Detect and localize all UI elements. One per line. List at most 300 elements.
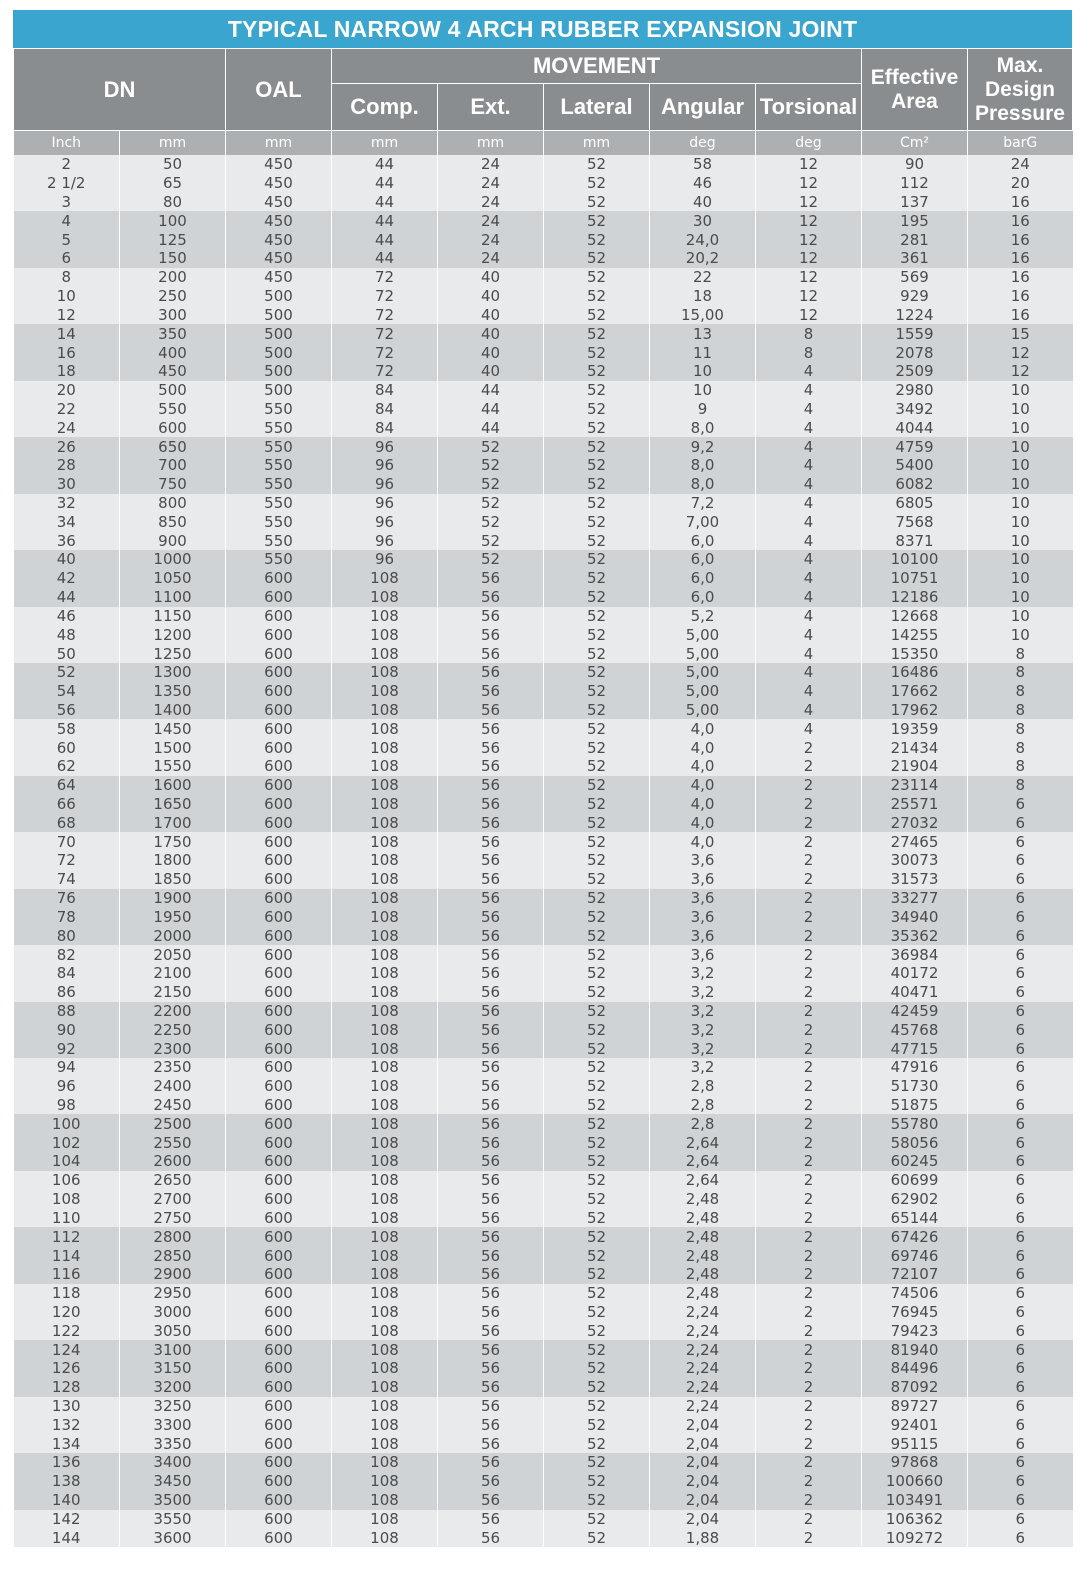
cell-angular: 7,2: [650, 494, 756, 513]
cell-comp: 108: [332, 870, 438, 889]
cell-dn-mm: 200: [120, 268, 226, 287]
cell-ext: 56: [438, 1171, 544, 1190]
cell-torsional: 12: [756, 306, 862, 325]
cell-effective-area: 87092: [862, 1378, 968, 1397]
table-row: [14, 1303, 1073, 1322]
cell-angular: 8,0: [650, 475, 756, 494]
cell-ext: 56: [438, 1020, 544, 1039]
cell-dn-inch: 20: [14, 381, 120, 400]
cell-lateral: 52: [544, 607, 650, 626]
cell-comp: 108: [332, 1246, 438, 1265]
cell-comp: 108: [332, 625, 438, 644]
cell-angular: 3,2: [650, 1058, 756, 1077]
cell-max-pressure: 10: [968, 531, 1073, 550]
cell-ext: 40: [438, 343, 544, 362]
cell-ext: 56: [438, 738, 544, 757]
cell-comp: 96: [332, 456, 438, 475]
cell-ext: 56: [438, 776, 544, 795]
cell-torsional: 2: [756, 964, 862, 983]
cell-comp: 108: [332, 719, 438, 738]
table-row: [14, 1114, 1073, 1133]
cell-torsional: 4: [756, 644, 862, 663]
cell-torsional: 2: [756, 1058, 862, 1077]
cell-angular: 11: [650, 343, 756, 362]
cell-angular: 2,64: [650, 1152, 756, 1171]
cell-dn-mm: 50: [120, 155, 226, 174]
cell-dn-mm: 2500: [120, 1114, 226, 1133]
cell-effective-area: 65144: [862, 1209, 968, 1228]
cell-oal: 600: [226, 945, 332, 964]
cell-dn-mm: 1450: [120, 719, 226, 738]
cell-lateral: 52: [544, 456, 650, 475]
cell-dn-inch: 96: [14, 1077, 120, 1096]
cell-max-pressure: 6: [968, 1190, 1073, 1209]
cell-comp: 108: [332, 964, 438, 983]
header-lateral: Lateral: [544, 84, 650, 131]
cell-ext: 56: [438, 1209, 544, 1228]
cell-angular: 2,04: [650, 1453, 756, 1472]
cell-torsional: 2: [756, 1340, 862, 1359]
cell-max-pressure: 6: [968, 795, 1073, 814]
cell-oal: 600: [226, 908, 332, 927]
cell-ext: 56: [438, 1114, 544, 1133]
cell-torsional: 2: [756, 1415, 862, 1434]
cell-angular: 5,00: [650, 625, 756, 644]
cell-dn-inch: 118: [14, 1284, 120, 1303]
cell-max-pressure: 6: [968, 870, 1073, 889]
cell-comp: 96: [332, 550, 438, 569]
cell-effective-area: 569: [862, 268, 968, 287]
cell-dn-inch: 110: [14, 1209, 120, 1228]
cell-dn-inch: 34: [14, 512, 120, 531]
cell-angular: 2,04: [650, 1510, 756, 1529]
cell-effective-area: 2078: [862, 343, 968, 362]
cell-ext: 56: [438, 1284, 544, 1303]
cell-oal: 550: [226, 550, 332, 569]
cell-max-pressure: 12: [968, 343, 1073, 362]
cell-angular: 3,6: [650, 889, 756, 908]
cell-comp: 108: [332, 1340, 438, 1359]
cell-max-pressure: 12: [968, 362, 1073, 381]
table-row: [14, 1472, 1073, 1491]
cell-lateral: 52: [544, 569, 650, 588]
cell-torsional: 4: [756, 400, 862, 419]
cell-dn-inch: 138: [14, 1472, 120, 1491]
cell-torsional: 2: [756, 945, 862, 964]
table-row: [14, 757, 1073, 776]
table-row: [14, 494, 1073, 513]
cell-effective-area: 60245: [862, 1152, 968, 1171]
cell-max-pressure: 6: [968, 1359, 1073, 1378]
cell-torsional: 2: [756, 1434, 862, 1453]
cell-dn-inch: 12: [14, 306, 120, 325]
cell-ext: 56: [438, 1265, 544, 1284]
cell-oal: 600: [226, 663, 332, 682]
table-row: [14, 1152, 1073, 1171]
cell-lateral: 52: [544, 945, 650, 964]
cell-torsional: 2: [756, 870, 862, 889]
cell-lateral: 52: [544, 1077, 650, 1096]
cell-max-pressure: 10: [968, 512, 1073, 531]
cell-dn-mm: 3050: [120, 1321, 226, 1340]
cell-max-pressure: 8: [968, 757, 1073, 776]
cell-lateral: 52: [544, 362, 650, 381]
cell-lateral: 52: [544, 324, 650, 343]
cell-effective-area: 97868: [862, 1453, 968, 1472]
cell-angular: 7,00: [650, 512, 756, 531]
cell-max-pressure: 6: [968, 1265, 1073, 1284]
cell-angular: 40: [650, 193, 756, 212]
cell-effective-area: 361: [862, 249, 968, 268]
cell-lateral: 52: [544, 550, 650, 569]
cell-effective-area: 7568: [862, 512, 968, 531]
table-row: [14, 1227, 1073, 1246]
cell-max-pressure: 6: [968, 1020, 1073, 1039]
cell-dn-inch: 144: [14, 1528, 120, 1547]
cell-ext: 56: [438, 1510, 544, 1529]
cell-torsional: 4: [756, 512, 862, 531]
cell-dn-inch: 40: [14, 550, 120, 569]
cell-dn-mm: 1250: [120, 644, 226, 663]
cell-effective-area: 10751: [862, 569, 968, 588]
cell-comp: 96: [332, 475, 438, 494]
cell-dn-inch: 8: [14, 268, 120, 287]
cell-effective-area: 15350: [862, 644, 968, 663]
cell-effective-area: 92401: [862, 1415, 968, 1434]
cell-oal: 600: [226, 1058, 332, 1077]
cell-max-pressure: 8: [968, 682, 1073, 701]
cell-comp: 108: [332, 1171, 438, 1190]
cell-angular: 22: [650, 268, 756, 287]
cell-oal: 500: [226, 362, 332, 381]
table-row: [14, 437, 1073, 456]
header-torsional: Torsional: [756, 84, 862, 131]
cell-max-pressure: 10: [968, 418, 1073, 437]
cell-angular: 3,6: [650, 908, 756, 927]
table-row: [14, 400, 1073, 419]
cell-lateral: 52: [544, 1528, 650, 1547]
cell-oal: 450: [226, 174, 332, 193]
cell-max-pressure: 6: [968, 1510, 1073, 1529]
cell-effective-area: 51875: [862, 1096, 968, 1115]
cell-dn-mm: 1000: [120, 550, 226, 569]
cell-comp: 108: [332, 1491, 438, 1510]
cell-comp: 108: [332, 1227, 438, 1246]
cell-dn-inch: 124: [14, 1340, 120, 1359]
cell-torsional: 4: [756, 437, 862, 456]
cell-angular: 5,00: [650, 682, 756, 701]
cell-dn-inch: 82: [14, 945, 120, 964]
cell-torsional: 2: [756, 926, 862, 945]
cell-dn-mm: 250: [120, 287, 226, 306]
cell-effective-area: 100660: [862, 1472, 968, 1491]
cell-effective-area: 51730: [862, 1077, 968, 1096]
cell-dn-mm: 3400: [120, 1453, 226, 1472]
cell-oal: 600: [226, 851, 332, 870]
table-row: [14, 1096, 1073, 1115]
cell-ext: 44: [438, 381, 544, 400]
cell-effective-area: 929: [862, 287, 968, 306]
cell-ext: 56: [438, 1453, 544, 1472]
cell-effective-area: 81940: [862, 1340, 968, 1359]
cell-dn-inch: 3: [14, 193, 120, 212]
cell-comp: 108: [332, 1039, 438, 1058]
table-row: [14, 1528, 1073, 1547]
cell-dn-inch: 66: [14, 795, 120, 814]
cell-effective-area: 84496: [862, 1359, 968, 1378]
table-row: [14, 1415, 1073, 1434]
table-row: [14, 343, 1073, 362]
cell-effective-area: 60699: [862, 1171, 968, 1190]
cell-oal: 500: [226, 324, 332, 343]
cell-comp: 108: [332, 1002, 438, 1021]
cell-ext: 56: [438, 719, 544, 738]
cell-oal: 600: [226, 1528, 332, 1547]
cell-ext: 56: [438, 663, 544, 682]
table-row: [14, 1491, 1073, 1510]
table-row: [14, 1453, 1073, 1472]
cell-dn-mm: 2350: [120, 1058, 226, 1077]
cell-dn-mm: 2150: [120, 983, 226, 1002]
cell-lateral: 52: [544, 400, 650, 419]
cell-effective-area: 90: [862, 155, 968, 174]
cell-dn-inch: 90: [14, 1020, 120, 1039]
cell-comp: 108: [332, 889, 438, 908]
cell-effective-area: 2509: [862, 362, 968, 381]
cell-torsional: 2: [756, 983, 862, 1002]
cell-torsional: 2: [756, 1171, 862, 1190]
table-row: [14, 1190, 1073, 1209]
cell-dn-mm: 3450: [120, 1472, 226, 1491]
cell-ext: 56: [438, 1246, 544, 1265]
cell-oal: 600: [226, 832, 332, 851]
cell-dn-mm: 100: [120, 211, 226, 230]
cell-torsional: 2: [756, 832, 862, 851]
cell-lateral: 52: [544, 193, 650, 212]
cell-effective-area: 1224: [862, 306, 968, 325]
cell-max-pressure: 16: [968, 287, 1073, 306]
cell-effective-area: 21434: [862, 738, 968, 757]
table-row: [14, 381, 1073, 400]
cell-dn-mm: 1550: [120, 757, 226, 776]
cell-dn-mm: 2400: [120, 1077, 226, 1096]
cell-dn-mm: 500: [120, 381, 226, 400]
cell-dn-inch: 32: [14, 494, 120, 513]
cell-dn-mm: 1400: [120, 701, 226, 720]
cell-dn-inch: 140: [14, 1491, 120, 1510]
cell-lateral: 52: [544, 813, 650, 832]
cell-comp: 108: [332, 588, 438, 607]
cell-max-pressure: 10: [968, 381, 1073, 400]
cell-dn-mm: 3250: [120, 1397, 226, 1416]
cell-comp: 108: [332, 1359, 438, 1378]
cell-effective-area: 72107: [862, 1265, 968, 1284]
cell-effective-area: 4044: [862, 418, 968, 437]
unit-cell: mm: [120, 131, 226, 156]
cell-max-pressure: 10: [968, 569, 1073, 588]
table-row: [14, 1020, 1073, 1039]
cell-torsional: 4: [756, 607, 862, 626]
cell-ext: 52: [438, 456, 544, 475]
cell-oal: 600: [226, 795, 332, 814]
cell-max-pressure: 6: [968, 908, 1073, 927]
cell-max-pressure: 6: [968, 1096, 1073, 1115]
cell-dn-inch: 92: [14, 1039, 120, 1058]
header-dn: DN: [14, 49, 226, 131]
unit-cell: Inch: [14, 131, 120, 156]
cell-angular: 2,04: [650, 1472, 756, 1491]
cell-dn-inch: 62: [14, 757, 120, 776]
table-row: [14, 1359, 1073, 1378]
cell-ext: 56: [438, 569, 544, 588]
spec-table: [13, 48, 1073, 1547]
cell-torsional: 2: [756, 1510, 862, 1529]
cell-angular: 58: [650, 155, 756, 174]
cell-dn-mm: 2000: [120, 926, 226, 945]
cell-angular: 8,0: [650, 418, 756, 437]
cell-max-pressure: 6: [968, 1415, 1073, 1434]
cell-dn-inch: 30: [14, 475, 120, 494]
cell-comp: 108: [332, 1378, 438, 1397]
cell-effective-area: 30073: [862, 851, 968, 870]
cell-max-pressure: 6: [968, 1434, 1073, 1453]
cell-lateral: 52: [544, 211, 650, 230]
cell-max-pressure: 6: [968, 813, 1073, 832]
cell-oal: 550: [226, 437, 332, 456]
cell-comp: 44: [332, 230, 438, 249]
table-row: [14, 193, 1073, 212]
cell-dn-inch: 86: [14, 983, 120, 1002]
cell-lateral: 52: [544, 418, 650, 437]
cell-angular: 2,04: [650, 1415, 756, 1434]
cell-angular: 6,0: [650, 531, 756, 550]
cell-angular: 15,00: [650, 306, 756, 325]
cell-effective-area: 281: [862, 230, 968, 249]
cell-ext: 56: [438, 889, 544, 908]
cell-lateral: 52: [544, 230, 650, 249]
table-row: [14, 663, 1073, 682]
cell-angular: 2,64: [650, 1133, 756, 1152]
table-row: [14, 832, 1073, 851]
cell-torsional: 2: [756, 1152, 862, 1171]
cell-lateral: 52: [544, 776, 650, 795]
cell-oal: 450: [226, 211, 332, 230]
cell-angular: 6,0: [650, 588, 756, 607]
unit-cell: mm: [226, 131, 332, 156]
cell-torsional: 2: [756, 889, 862, 908]
cell-ext: 56: [438, 1077, 544, 1096]
cell-lateral: 52: [544, 795, 650, 814]
cell-comp: 72: [332, 324, 438, 343]
cell-effective-area: 12668: [862, 607, 968, 626]
cell-comp: 108: [332, 569, 438, 588]
cell-ext: 56: [438, 588, 544, 607]
cell-comp: 108: [332, 701, 438, 720]
cell-torsional: 4: [756, 588, 862, 607]
unit-cell: Cm²: [862, 131, 968, 156]
table-row: [14, 607, 1073, 626]
table-row: [14, 550, 1073, 569]
cell-lateral: 52: [544, 1039, 650, 1058]
cell-oal: 600: [226, 719, 332, 738]
cell-dn-mm: 450: [120, 362, 226, 381]
cell-dn-mm: 3100: [120, 1340, 226, 1359]
cell-ext: 56: [438, 625, 544, 644]
cell-comp: 44: [332, 249, 438, 268]
cell-angular: 10: [650, 381, 756, 400]
cell-dn-mm: 1500: [120, 738, 226, 757]
cell-torsional: 4: [756, 550, 862, 569]
cell-dn-inch: 116: [14, 1265, 120, 1284]
cell-effective-area: 16486: [862, 663, 968, 682]
cell-ext: 56: [438, 1491, 544, 1510]
cell-torsional: 2: [756, 1303, 862, 1322]
cell-ext: 56: [438, 1340, 544, 1359]
cell-ext: 56: [438, 1152, 544, 1171]
cell-comp: 108: [332, 1209, 438, 1228]
cell-oal: 600: [226, 1246, 332, 1265]
cell-ext: 44: [438, 418, 544, 437]
cell-effective-area: 27465: [862, 832, 968, 851]
cell-oal: 600: [226, 1152, 332, 1171]
table-row: [14, 1510, 1073, 1529]
cell-comp: 108: [332, 1415, 438, 1434]
cell-ext: 56: [438, 1303, 544, 1322]
cell-max-pressure: 8: [968, 738, 1073, 757]
cell-effective-area: 76945: [862, 1303, 968, 1322]
cell-oal: 600: [226, 1096, 332, 1115]
cell-oal: 600: [226, 889, 332, 908]
cell-comp: 84: [332, 418, 438, 437]
cell-torsional: 8: [756, 324, 862, 343]
cell-comp: 108: [332, 813, 438, 832]
cell-oal: 600: [226, 1077, 332, 1096]
cell-oal: 600: [226, 738, 332, 757]
cell-angular: 3,2: [650, 983, 756, 1002]
cell-angular: 2,8: [650, 1114, 756, 1133]
header-ext: Ext.: [438, 84, 544, 131]
cell-ext: 24: [438, 155, 544, 174]
cell-oal: 550: [226, 512, 332, 531]
cell-oal: 600: [226, 1114, 332, 1133]
cell-effective-area: 42459: [862, 1002, 968, 1021]
cell-effective-area: 47916: [862, 1058, 968, 1077]
cell-comp: 108: [332, 851, 438, 870]
cell-angular: 2,24: [650, 1321, 756, 1340]
cell-angular: 5,00: [650, 701, 756, 720]
cell-dn-inch: 106: [14, 1171, 120, 1190]
cell-ext: 40: [438, 287, 544, 306]
cell-lateral: 52: [544, 249, 650, 268]
cell-max-pressure: 6: [968, 1152, 1073, 1171]
cell-torsional: 2: [756, 1114, 862, 1133]
header-angular: Angular: [650, 84, 756, 131]
cell-effective-area: 67426: [862, 1227, 968, 1246]
cell-dn-mm: 600: [120, 418, 226, 437]
cell-max-pressure: 6: [968, 1133, 1073, 1152]
cell-dn-inch: 50: [14, 644, 120, 663]
cell-comp: 108: [332, 776, 438, 795]
cell-ext: 52: [438, 512, 544, 531]
cell-max-pressure: 10: [968, 550, 1073, 569]
table-row: [14, 964, 1073, 983]
table-row: [14, 1133, 1073, 1152]
cell-dn-inch: 56: [14, 701, 120, 720]
cell-effective-area: 95115: [862, 1434, 968, 1453]
table-row: [14, 1321, 1073, 1340]
cell-angular: 2,48: [650, 1265, 756, 1284]
cell-effective-area: 62902: [862, 1190, 968, 1209]
